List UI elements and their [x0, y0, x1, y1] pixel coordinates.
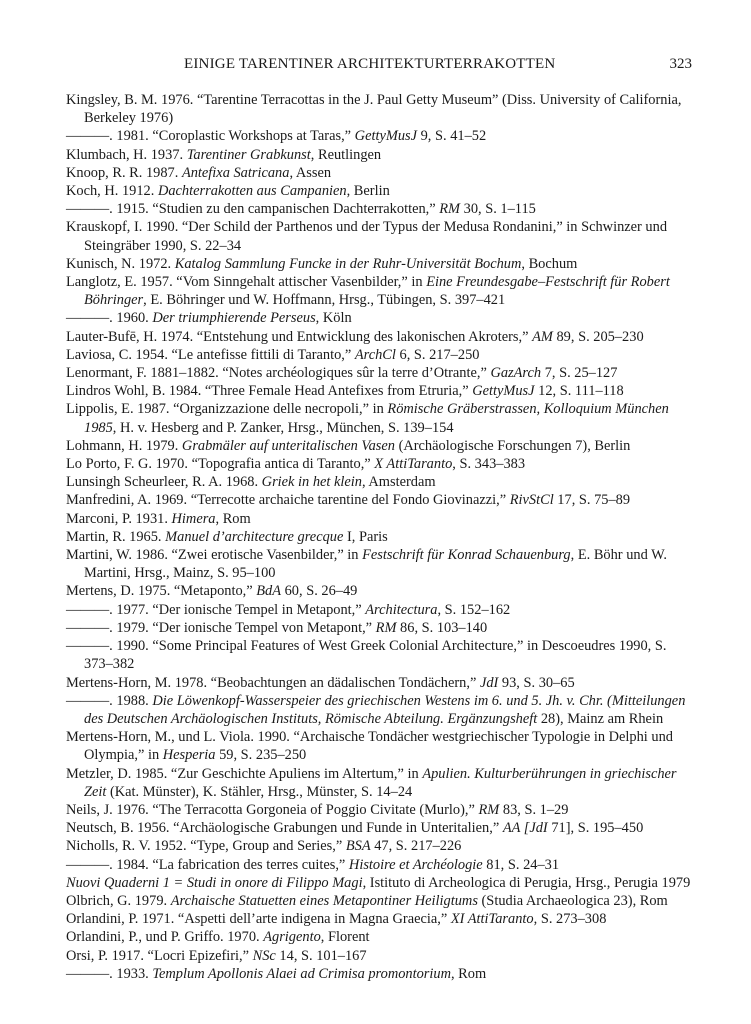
entry-text: ———. 1977. “Der ionische Tempel in Metapont,” — [66, 601, 366, 618]
entry-text: ———. 1979. “Der ionische Tempel von Metapont,” — [66, 619, 376, 636]
bibliography-entry — [66, 127, 696, 145]
entry-text: (Kat. Münster), K. Stähler, Hrsg., Münster, S. 14–24 — [106, 783, 413, 800]
entry-text: , S. 152–162 — [437, 601, 511, 618]
bibliography-entry — [66, 674, 696, 692]
entry-text: 86, S. 103–140 — [396, 619, 488, 636]
entry-title: Histoire et Archéologie — [348, 856, 483, 873]
entry-text: Mertens, D. 1975. “Metaponto,” — [66, 583, 257, 600]
entry-text: ———. 1988. — [66, 692, 153, 709]
entry-text: Lenormant, F. 1881–1882. “Notes archéologiques sûr la terre d’Otrante,” — [66, 365, 491, 382]
entry-title: Tarentiner Grabkunst — [186, 146, 311, 163]
bibliography-entry — [66, 947, 696, 965]
entry-text: Manfredini, A. 1969. “Terrecotte archaiche tarentine del Fondo Giovinazzi,” — [66, 492, 510, 509]
entry-text: 89, S. 205–230 — [552, 328, 644, 345]
entry-text: Metzler, D. 1985. “Zur Geschichte Apuliens im Altertum,” in — [66, 765, 423, 782]
entry-text: Laviosa, C. 1954. “Le antefisse fittili di Taranto,” — [66, 346, 355, 363]
entry-text: 12, S. 111–118 — [534, 383, 624, 400]
bibliography-entry — [66, 346, 696, 364]
entry-title: RM — [478, 801, 500, 818]
entry-title: Dachterrakotten aus Campanien — [157, 183, 347, 200]
entry-text: 47, S. 217–226 — [370, 838, 462, 855]
entry-title: Grabmäler auf unteritalischen Vasen — [181, 437, 395, 454]
entry-text: Nicholls, R. V. 1952. “Type, Group and Series,” — [66, 838, 346, 855]
entry-text: 81, S. 24–31 — [482, 856, 560, 873]
entry-text: Olbrich, G. 1979. — [66, 892, 171, 909]
entry-title: Nuovi Quaderni 1 = Studi in onore di Filippo Magi — [66, 874, 363, 891]
entry-text: 83, S. 1–29 — [499, 801, 569, 818]
bibliography-entry — [66, 200, 696, 218]
page-number: 323 — [669, 56, 692, 72]
entry-text: 30, S. 1–115 — [460, 201, 536, 218]
entry-title: Katalog Sammlung Funcke in der Ruhr-Universität Bochum — [174, 255, 522, 272]
bibliography-entry — [66, 819, 696, 837]
entry-text: 6, S. 217–250 — [395, 346, 480, 363]
entry-text: , Rom — [215, 510, 251, 527]
bibliography-entry — [66, 473, 696, 491]
bibliography-entry — [66, 164, 696, 182]
bibliography-entry — [66, 874, 696, 892]
entry-text: I, Paris — [343, 528, 388, 545]
bibliography-entry — [66, 510, 696, 528]
entry-title: AA [JdI — [502, 820, 548, 837]
entry-text: , Köln — [315, 310, 352, 327]
entry-title: NSc — [252, 947, 276, 964]
bibliography-entry — [66, 856, 696, 874]
bibliography-entry — [66, 91, 696, 127]
bibliography-entry — [66, 801, 696, 819]
entry-title: JdI — [479, 674, 499, 691]
bibliography-entry — [66, 582, 696, 600]
entry-title: Die Löwenkopf-Wasserspeier des griechischen Westens im 6. und 5. Jh. v. Chr. (Mitteilungen des Deutschen Archäologischen Instituts, Römische Abteilung. Ergänzungsheft — [84, 692, 686, 727]
entry-title: Antefixa Satricana — [181, 164, 290, 181]
bibliography-entry — [66, 837, 696, 855]
entry-title: ArchCl — [354, 346, 396, 363]
entry-text: ———. 1915. “Studien zu den campanischen Dachterrakotten,” — [66, 201, 440, 218]
entry-text: Orlandini, P., und P. Griffo. 1970. — [66, 929, 264, 946]
entry-title: Apulien. Kulturberührungen in griechischer Zeit — [84, 765, 677, 800]
bibliography-entry — [66, 182, 696, 200]
entry-text: Koch, H. 1912. — [66, 183, 158, 200]
entry-text: Kingsley, B. M. 1976. “Tarentine Terracottas in the J. Paul Getty Museum” (Diss. University of California, Berkeley 1976) — [66, 92, 682, 127]
entry-title: RivStCl — [509, 492, 554, 509]
bibliography-entry — [66, 892, 696, 910]
bibliography-entry — [66, 965, 696, 983]
entry-title: Der triumphierende Perseus — [152, 310, 316, 327]
entry-text: 28), Mainz am Rhein — [537, 710, 664, 727]
entry-text: , Istituto di Archeologica di Perugia, Hrsg., Perugia 1979 — [362, 874, 691, 891]
entry-text: Mertens-Horn, M. 1978. “Beobachtungen an dädalischen Tondächern,” — [66, 674, 480, 691]
entry-title: RM — [375, 619, 397, 636]
entry-text: (Archäologische Forschungen 7), Berlin — [394, 437, 631, 454]
entry-text: Orlandini, P. 1971. “Aspetti dell’arte indigena in Magna Graecia,” — [66, 911, 451, 928]
entry-text: Marconi, P. 1931. — [66, 510, 172, 527]
entry-text: Martin, R. 1965. — [66, 528, 166, 545]
bibliography-entry — [66, 491, 696, 509]
entry-title: BSA — [345, 838, 371, 855]
entry-title: Architectura — [365, 601, 438, 618]
entry-text: Lindros Wohl, B. 1984. “Three Female Head Antefixes from Etruria,” — [66, 383, 473, 400]
entry-text: , Amsterdam — [361, 474, 436, 491]
entry-title: Römische Gräberstrassen, Kolloquium München 1985 — [84, 401, 669, 436]
entry-title: Templum Apollonis Alaei ad Crimisa promontorium — [152, 965, 451, 982]
entry-text: 71], S. 195–450 — [547, 820, 644, 837]
entry-text: , S. 273–308 — [533, 911, 607, 928]
entry-text: Orsi, P. 1917. “Locri Epizefiri,” — [66, 947, 253, 964]
entry-title: XI AttiTaranto — [450, 911, 534, 928]
bibliography-entry — [66, 146, 696, 164]
bibliography-entry — [66, 437, 696, 455]
entry-text: 7, S. 25–127 — [541, 365, 618, 382]
entry-text: , E. Böhr und W. Martini, Hrsg., Mainz, S. 95–100 — [84, 547, 667, 582]
bibliography-entry — [66, 218, 696, 254]
entry-text: , Assen — [289, 164, 332, 181]
bibliography-entry — [66, 255, 696, 273]
entry-text: Martini, W. 1986. “Zwei erotische Vasenbilder,” in — [66, 547, 363, 564]
entry-text: Langlotz, E. 1957. “Vom Sinngehalt attischer Vasenbilder,” in — [66, 274, 427, 291]
entry-text: Lauter-Bufē, H. 1974. “Entstehung und Entwicklung des lakonischen Akroters,” — [66, 328, 533, 345]
running-title: EINIGE TARENTINER ARCHITEKTURTERRAKOTTEN — [184, 56, 556, 72]
entry-title: AM — [532, 328, 553, 345]
entry-title: X AttiTaranto — [374, 456, 453, 473]
entry-text: , Reutlingen — [310, 146, 382, 163]
entry-title: GettyMusJ — [472, 383, 535, 400]
entry-text: 93, S. 30–65 — [498, 674, 575, 691]
bibliography-entry — [66, 601, 696, 619]
entry-title: Hesperia — [162, 747, 216, 764]
bibliography-entry — [66, 400, 696, 436]
bibliography-entry — [66, 928, 696, 946]
entry-text: Lippolis, E. 1987. “Organizzazione delle necropoli,” in — [66, 401, 388, 418]
bibliography-entry — [66, 765, 696, 801]
entry-text: Klumbach, H. 1937. — [66, 146, 187, 163]
entry-text: ———. 1990. “Some Principal Features of West Greek Colonial Architecture,” in Descoeudres 1990, S. 373–382 — [66, 638, 667, 673]
entry-title: GettyMusJ — [354, 128, 418, 145]
entry-text: Mertens-Horn, M., und L. Viola. 1990. “Archaische Tondächer westgriechischer Typologie in Delphi und Olympia,” in — [66, 729, 673, 764]
entry-text: Lo Porto, F. G. 1970. “Topografia antica di Taranto,” — [66, 456, 375, 473]
bibliography-entry — [66, 728, 696, 764]
entry-text: 9, S. 41–52 — [417, 128, 487, 145]
entry-text: , Bochum — [521, 255, 578, 272]
entry-text: , S. 343–383 — [452, 456, 526, 473]
bibliography-entry — [66, 382, 696, 400]
entry-title: Archaische Statuetten eines Metapontiner Heiligtums — [170, 892, 478, 909]
entry-text: 60, S. 26–49 — [281, 583, 358, 600]
entry-text: 14, S. 101–167 — [275, 947, 367, 964]
entry-title: Festschrift für Konrad Schauenburg — [362, 547, 571, 564]
bibliography-list — [66, 91, 696, 983]
entry-text: Lunsingh Scheurleer, R. A. 1968. — [66, 474, 262, 491]
entry-title: BdA — [256, 583, 282, 600]
entry-title: Griek in het klein — [261, 474, 362, 491]
entry-title: Agrigento — [263, 929, 321, 946]
bibliography-entry — [66, 692, 696, 728]
entry-text: ———. 1960. — [66, 310, 153, 327]
entry-title: GazArch — [490, 365, 542, 382]
entry-text: ———. 1933. — [66, 965, 153, 982]
entry-text: Krauskopf, I. 1990. “Der Schild der Parthenos und der Typus der Medusa Rondanini,” in Schwinzer und Steingräber 1990, S. 22–34 — [66, 219, 668, 254]
bibliography-entry — [66, 328, 696, 346]
bibliography-entry — [66, 309, 696, 327]
entry-text: , E. Böhringer und W. Hoffmann, Hrsg., Tübingen, S. 397–421 — [143, 292, 506, 309]
entry-title: Manuel d’architecture grecque — [165, 528, 344, 545]
bibliography-entry — [66, 546, 696, 582]
entry-text: Neils, J. 1976. “The Terracotta Gorgoneia of Poggio Civitate (Murlo),” — [66, 801, 479, 818]
entry-title: Eine Freundesgabe–Festschrift für Robert Böhringer — [84, 274, 670, 309]
entry-text: 59, S. 235–250 — [215, 747, 307, 764]
entry-text: ———. 1981. “Coroplastic Workshops at Taras,” — [66, 128, 355, 145]
entry-text: , Berlin — [346, 183, 390, 200]
entry-text: , Rom — [450, 965, 487, 982]
bibliography-entry — [66, 910, 696, 928]
entry-text: 17, S. 75–89 — [553, 492, 631, 509]
bibliography-entry — [66, 364, 696, 382]
bibliography-entry — [66, 455, 696, 473]
entry-title: RM — [439, 201, 461, 218]
running-header — [66, 56, 692, 80]
bibliography-entry — [66, 273, 696, 309]
entry-text: , H. v. Hesberg and P. Zanker, Hrsg., München, S. 139–154 — [112, 419, 454, 436]
entry-text: Knoop, R. R. 1987. — [66, 164, 182, 181]
entry-text: Neutsch, B. 1956. “Archäologische Grabungen und Funde in Unteritalien,” — [66, 820, 503, 837]
bibliography-entry — [66, 637, 696, 673]
entry-title: Himera — [171, 510, 216, 527]
entry-text: Lohmann, H. 1979. — [66, 437, 182, 454]
entry-text: , Florent — [320, 929, 370, 946]
bibliography-entry — [66, 528, 696, 546]
entry-text: ———. 1984. “La fabrication des terres cuites,” — [66, 856, 349, 873]
entry-text: (Studia Archaeologica 23), Rom — [477, 892, 668, 909]
bibliography-entry — [66, 619, 696, 637]
entry-text: Kunisch, N. 1972. — [66, 255, 175, 272]
